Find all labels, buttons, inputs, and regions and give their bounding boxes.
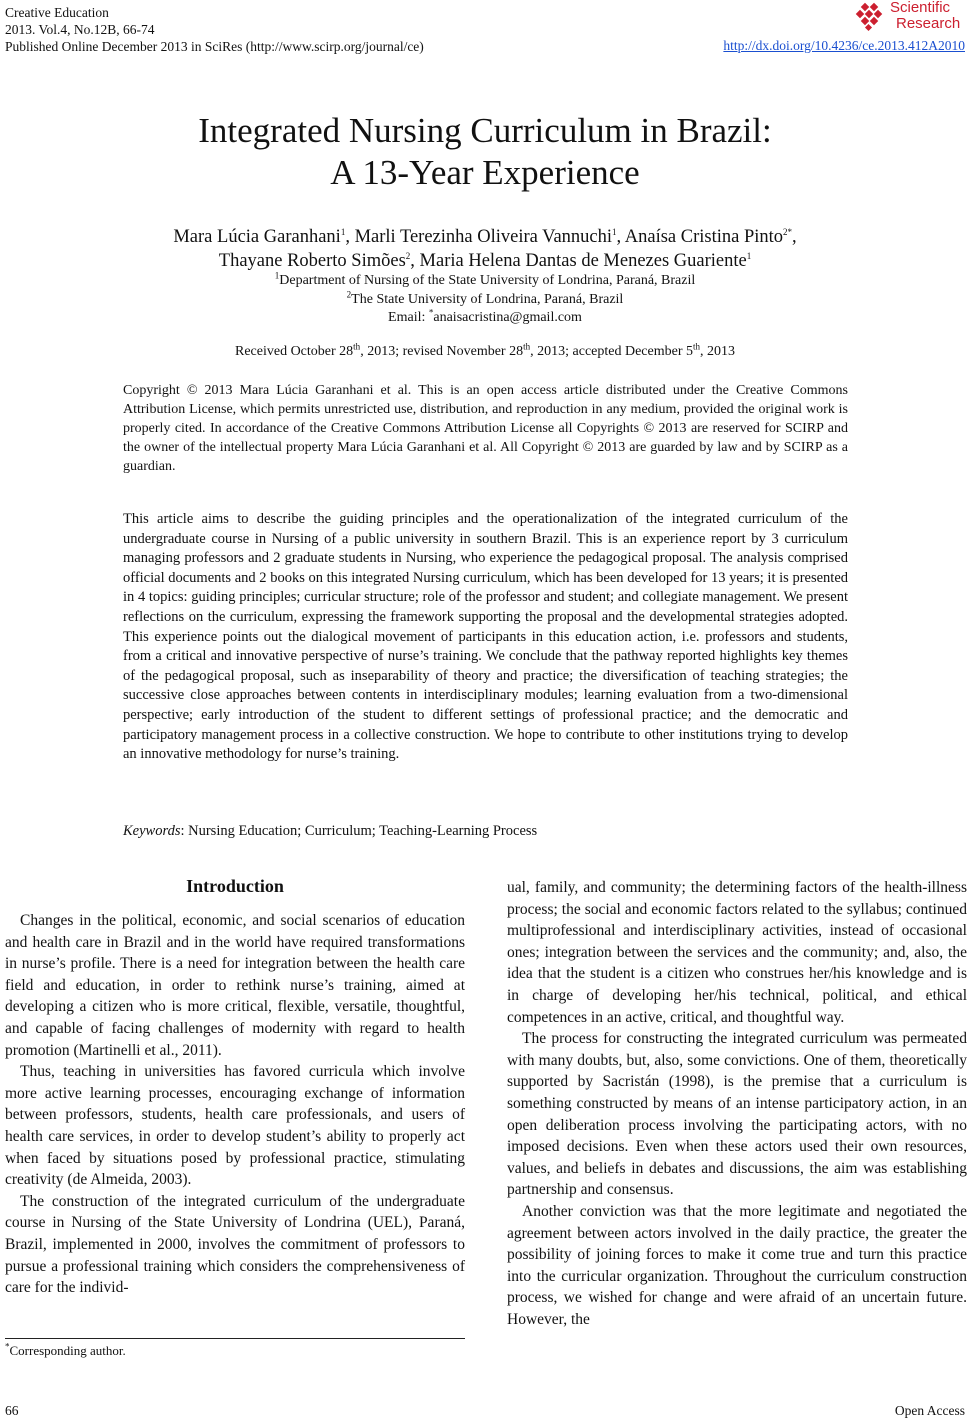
page-number: 66 xyxy=(5,1403,19,1418)
journal-header xyxy=(5,4,424,55)
logo-dots-icon xyxy=(854,2,886,32)
journal-published: Published Online December 2013 in SciRes (http://www.scirp.org/journal/ce) xyxy=(5,39,424,54)
received-dates: Received October 28th, 2013; revised November 28th, 2013; accepted December 5th, 2013 xyxy=(234,341,736,359)
journal-name: Creative Education xyxy=(5,5,109,20)
affiliation-1: $^1$Department of Nursing of the State University of Londrina, Paraná, Brazil xyxy=(274,270,696,288)
scientific-research-logo xyxy=(854,0,964,34)
right-column xyxy=(507,877,967,1330)
open-access-label: Open Access xyxy=(894,1403,965,1418)
left-column xyxy=(5,910,465,1299)
affiliations xyxy=(0,272,970,328)
paragraph: Changes in the political, economic, and social scenarios of education and health care in Brazil and in the world have required transformations in nurse’s profile. There is a need for integration between the health care field and education, in order to rethink nurse’s training, aimed at developing a citizen who is more critical, flexible, versatile, thoughtful, and capable of facing challenges of modernity with regard to health promotion (Martinelli et al., 2011). xyxy=(5,912,465,1059)
paragraph: The process for constructing the integrated curriculum was permeated with many doubts, but, also, some convictions. One of them, theoretically supported by Sacristán (1998), is the premise that a curriculum is something constructed by means of an intense participatory action, in an open deliberation process involving the participating actors, with no imposed decisions. Even when these actors used their own resources, values, and beliefs in debates and discussions, the aim was establishing partnership and consensus. xyxy=(507,1030,967,1199)
footnote: *Corresponding author. xyxy=(5,1341,126,1358)
footnote-divider xyxy=(5,1338,465,1339)
paper-title: Integrated Nursing Curriculum in Brazil: A 13-Year Experience xyxy=(198,111,772,192)
copyright-notice: Copyright © 2013 Mara Lúcia Garanhani et al. This is an open access article distributed under the Creative Commons Attribution License, which permits unrestricted use, distribution, and reproduction in any medium, provided the original work is properly cited. In accordance of the Creative Commons Attribution License all Copyrights © 2013 are reserved for SCIRP and the owner of the intellectual property Mara Lúcia Garanhani et al. All Copyright © 2013 are guarded by law and by SCIRP as a guardian. xyxy=(123,383,848,474)
paragraph: ual, family, and community; the determining factors of the health-illness process; the social and economic factors related to the syllabus; continued multiprofessional and interdisciplinary activities, instead of occasional ones; integration between the services and the community; and, also, the idea that the student is a citizen who construes her/his knowledge and is in charge of developing her/his technical, political, and ethical competences in an active, critical, and thoughtful way. xyxy=(507,879,967,1026)
email-address[interactable]: anaisacristina@gmail.com xyxy=(433,310,582,325)
section-heading-introduction: Introduction xyxy=(186,876,284,896)
email-line: Email: *anaisacristina@gmail.com xyxy=(388,307,582,325)
author-list: Mara Lúcia Garanhani$^1$, Marli Terezinha Oliveira Vannuchi$^1$, Anaísa Cristina Pinto$^{2*}$, Thayane Roberto Simões$^2$, Maria Helena Dantas de Menezes Guariente$^1$ xyxy=(173,226,797,271)
paragraph: Another conviction was that the more legitimate and negotiated the agreement between actors involved in the daily practice, the greater the possibility of joining forces to make it come true and turn this practice into the curricular organization. Throughout the curriculum construction process, we wished for change and were afraid of an uncertain future. However, the xyxy=(507,1202,967,1328)
paragraph: The construction of the integrated curriculum of the undergraduate course in Nursing of the State University of Londrina (UEL), Paraná, Brazil, implemented in 2000, involves the commitment of professors to pursue a professional training which considers the comprehensiveness of care for the individ- xyxy=(5,1192,465,1297)
journal-volume: 2013. Vol.4, No.12B, 66-74 xyxy=(5,22,155,37)
doi-link[interactable]: http://dx.doi.org/10.4236/ce.2013.412A2010 xyxy=(723,38,965,53)
keywords: Keywords: Nursing Education; Curriculum; Teaching-Learning Process xyxy=(123,823,538,839)
logo-text: Scientific Research xyxy=(890,0,961,32)
paragraph: Thus, teaching in universities has favored curricula which involve more active learning processes, encouraging exchange of information between professors, students, health care professionals, and users of health care services, in order to develop student’s ability to properly act when faced by situations posed by professional practice, stimulating creativity (de Almeida, 2003). xyxy=(5,1063,465,1189)
abstract: This article aims to describe the guiding principles and the operationalization of the integrated curriculum of the undergraduate course in Nursing of a public university in southern Brazil. This is an experience report by 3 curriculum managing professors and 2 graduate students in Nursing, who experience the pedagogical proposal. The analysis comprised official documents and 2 books on this integrated Nursing curriculum, which has been developed for 13 years; it is presented in 4 topics: guiding principles; curricular structure; role of the professor and student; and collegiate management. We present reflections on the curriculum, expressing the framework supporting the proposal and the developmental strategies adopted. This experience points out the dialogical movement of participants in this education action, i.e. professors and students, from a critical and innovative perspective of nurse’s training. We conclude that the pathway reported highlights key themes of the pedagogical proposal, such as inseparability of theory and practice; the diversification of teaching strategies; the successive close approaches between contents in interdisciplinary modules; learning evaluation from a two-dimensional perspective; early introduction of the student to different settings of professional practice; and the democratic and participatory management process in a collective construction. We hope to contribute to other institutions trying to develop an innovative methodology for nurse’s training. xyxy=(123,511,848,763)
affiliation-2: $^2$The State University of Londrina, Paraná, Brazil xyxy=(346,288,624,307)
